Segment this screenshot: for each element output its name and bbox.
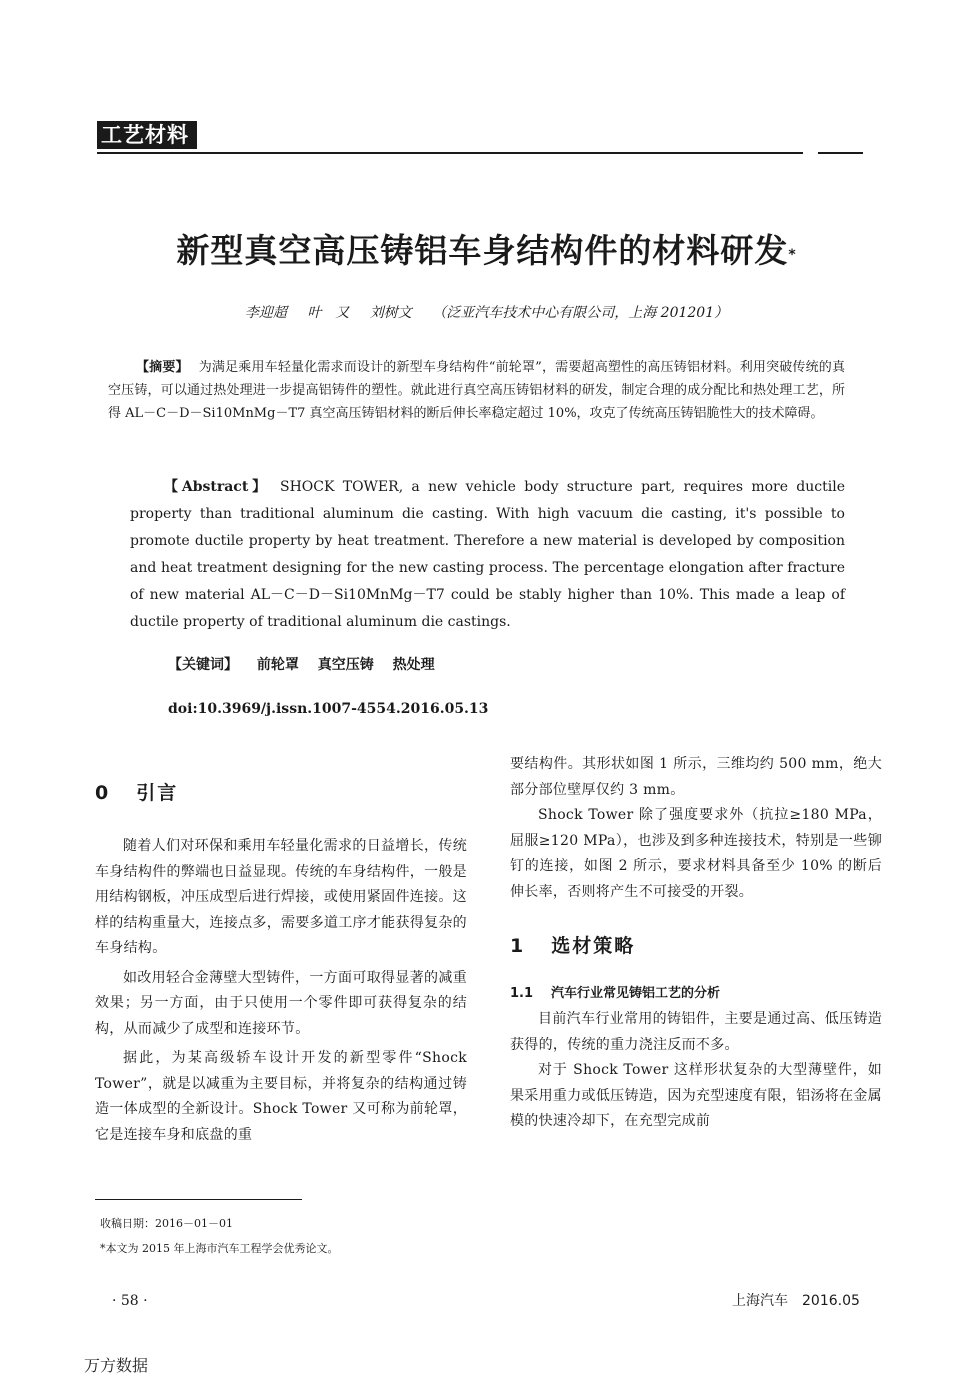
paragraph: 如改用轻合金薄壁大型铸件，一方面可取得显著的减重效果；另一方面，由于只使用一个零件即可获得复杂的结构，从而减少了成型和连接环节。 [95, 969, 467, 1037]
section-1-heading [510, 931, 882, 961]
paragraph-continuation: 要结构件。其形状如图 1 所示，三维均约 500 mm，绝大部分部位壁厚仅约 3 mm。 [510, 756, 882, 798]
keywords [168, 654, 449, 676]
abstract-cn [108, 356, 845, 425]
section-0-heading [95, 778, 467, 808]
section-badge: 工艺材料 [97, 121, 197, 149]
abstract-cn-text: 为满足乘用车轻量化需求而设计的新型车身结构件“前轮罩”，需要超高塑性的高压铸铝材料。利用突破传统的真空压铸，可以通过热处理进一步提高铝铸件的塑性。就此进行真空高压铸铝材料的研发，制定合理的成分配比和热处理工艺，所得 AL－C－D－Si10MnMg－T7 真空高压铸铝材料的断后伸长率稳定超过 10%，攻克了传统高压铸铝脆性大的技术障碍。 [108, 360, 845, 421]
title-footnote-marker: * [788, 247, 797, 263]
author-affiliation: （泛亚汽车技术中心有限公司，上海 201201） [432, 305, 729, 321]
abstract-en-label: 【Abstract】 [164, 479, 270, 495]
keywords-label: 【关键词】 [168, 657, 238, 673]
header-rule-short [818, 152, 863, 154]
author-name: 刘树文 [369, 305, 412, 321]
subsection-number: 1.1 [510, 986, 534, 1001]
header-rule [97, 152, 803, 154]
paper-title [100, 228, 873, 274]
keyword-item: 真空压铸 [317, 657, 374, 673]
keyword-item: 热处理 [392, 657, 435, 673]
subsection-1-1-heading [510, 983, 882, 1005]
section-number: 0 [95, 782, 111, 804]
watermark: 万方数据 [84, 1356, 149, 1375]
section-number: 1 [510, 935, 526, 957]
abstract-en [130, 474, 845, 636]
author-name: 叶 又 [307, 305, 350, 321]
keyword-item: 前轮罩 [256, 657, 299, 673]
journal-issue: 上海汽车 2016.05 [732, 1293, 860, 1309]
footnote-received: 收稿日期：2016－01－01 [100, 1217, 233, 1230]
doi: doi:10.3969/j.issn.1007-4554.2016.05.13 [168, 701, 489, 717]
left-column [95, 778, 467, 1148]
abstract-en-text: SHOCK TOWER, a new vehicle body structure part, requires more ductile property than traditional aluminum die casting. With high vacuum die casting, it's possible to promote ductile property by heat treatment. Therefore a new material is developed by composition and heat treatment designing for the new casting process. The percentage elongation after fracture of new material AL－C－D－Si10MnMg－T7 could be stably higher than 10%. This made a leap of ductile property of traditional aluminum die castings. [130, 479, 845, 630]
paragraph: 目前汽车行业常用的铸铝件，主要是通过高、低压铸造获得的，传统的重力浇注反而不多。 [510, 1011, 882, 1053]
paragraph: 据此，为某高级轿车设计开发的新型零件“Shock Tower”，就是以减重为主要目标，并将复杂的结构通过铸造一体成型的全新设计。Shock Tower 又可称为前轮罩，它是连接车身和底盘的重 [95, 1050, 467, 1143]
page-number: · 58 · [112, 1293, 148, 1309]
abstract-cn-label: 【摘要】 [136, 360, 189, 375]
title-text: 新型真空高压铸铝车身结构件的材料研发 [176, 231, 789, 270]
footnote-note: *本文为 2015 年上海市汽车工程学会优秀论文。 [100, 1242, 339, 1255]
paragraph: 对于 Shock Tower 这样形状复杂的大型薄壁件，如果采用重力或低压铸造，因为充型速度有限，铝汤将在金属模的快速冷却下，在充型完成前 [510, 1062, 882, 1129]
paragraph: 随着人们对环保和乘用车轻量化需求的日益增长，传统车身结构件的弊端也日益显现。传统的车身结构件，一般是用结构钢板，冲压成型后进行焊接，或使用紧固件连接。这样的结构重量大，连接点多，需要多道工序才能获得复杂的车身结构。 [95, 838, 467, 956]
paragraph: Shock Tower 除了强度要求外（抗拉≥180 MPa，屈服≥120 MPa），也涉及到多种连接技术，特别是一些铆钉的连接，如图 2 所示，要求材料具备至少 10% 的断后伸长率，否则将产生不可接受的开裂。 [510, 807, 882, 900]
footnote-rule [95, 1199, 302, 1200]
section-title: 选材策略 [551, 935, 636, 957]
section-title: 引言 [136, 782, 179, 804]
right-column [510, 752, 882, 1135]
author-name: 李迎超 [244, 305, 287, 321]
subsection-title: 汽车行业常见铸铝工艺的分析 [551, 986, 721, 1001]
author-line [100, 302, 873, 324]
